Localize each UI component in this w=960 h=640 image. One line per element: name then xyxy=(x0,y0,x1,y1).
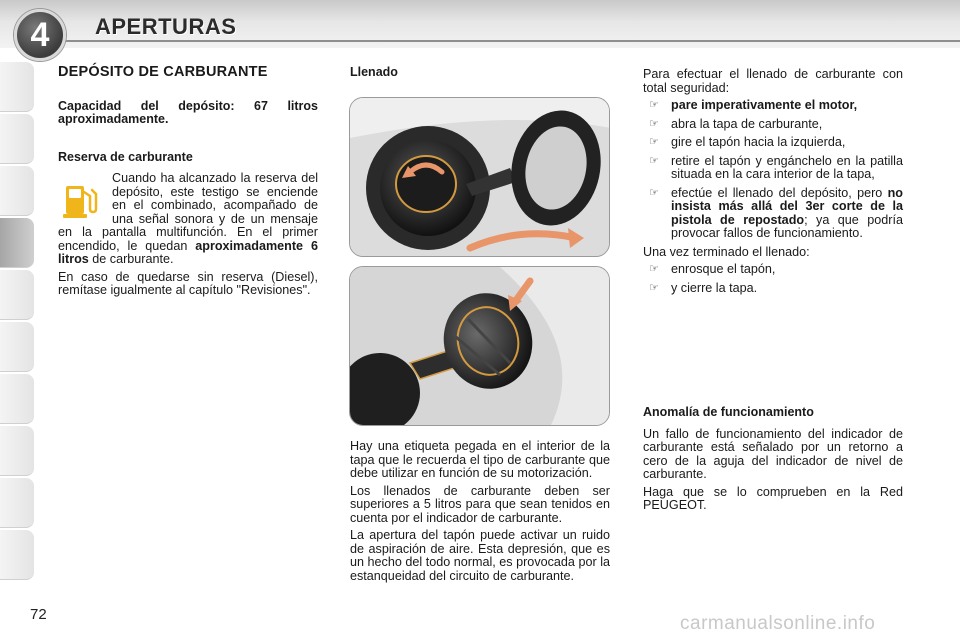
min-fill-note: Los llenados de carburante deben ser superiores a 5 litros para que sean tenidos en cuenta por el indicador de carburante. xyxy=(350,483,610,525)
reserve-block xyxy=(58,172,318,298)
chapter-tabs xyxy=(0,62,34,582)
pointing-hand-icon: ☞ xyxy=(649,281,659,294)
fuel-cap-holder-photo xyxy=(349,266,610,426)
anomaly-contact: Haga que se lo comprueben en la Red PEUGEOT. xyxy=(643,484,903,512)
chapter-title: APERTURAS xyxy=(95,14,237,39)
pointing-hand-icon: ☞ xyxy=(649,186,659,199)
step-item: ☞ abra la tapa de carburante, xyxy=(649,116,823,131)
anomaly-section xyxy=(643,406,903,517)
left-column xyxy=(58,66,318,302)
refuel-heading: Llenado xyxy=(350,65,398,79)
chapter-tab-active[interactable] xyxy=(0,218,34,268)
pointing-hand-icon: ☞ xyxy=(649,136,659,148)
air-noise-note: La apertura del tapón puede activar un ruido de aspiración de aire. Esta depresión, que es un hecho del todo normal, es provocada por la estanqueidad del circuito de carburante. xyxy=(350,528,610,583)
fuel-flap-open-photo xyxy=(349,97,610,257)
chapter-tab[interactable] xyxy=(0,478,34,528)
capacity-text: Capacidad del depósito: 67 litros aproximadamente. xyxy=(58,98,318,126)
anomaly-text: Un fallo de funcionamiento del indicador de carburante está señalado por un retorno a cero de la aguja del indicador de nivel de carburante. xyxy=(643,426,903,481)
header-rule xyxy=(64,40,960,42)
reserve-text: Cuando ha alcanzado la reserva del depósito, este testigo se enciende en el combinado, acompañado de una señal sonora y de un mensaje en la pantalla multifunción. En el primer encendido, le quedan aproximadamente 6 litros de carburante. xyxy=(58,171,318,266)
fuel-cap-illustration xyxy=(350,98,610,257)
label-note: Hay una etiqueta pegada en el interior de la tapa que le recuerda el tipo de carburante que debe utilizar en función de su motorización. xyxy=(350,439,610,480)
chapter-tab[interactable] xyxy=(0,270,34,320)
page-number: 72 xyxy=(30,606,47,623)
chapter-tab[interactable] xyxy=(0,62,34,112)
cap-holder-illustration xyxy=(350,267,610,426)
reserve-note: En caso de quedarse sin reserva (Diesel), remítase igualmente al capítulo "Revisiones". xyxy=(58,269,318,297)
pointing-hand-icon: ☞ xyxy=(649,154,659,167)
right-column xyxy=(643,68,903,300)
chapter-tab[interactable] xyxy=(0,530,34,580)
step-item: ☞ enrosque el tapón, xyxy=(649,262,776,276)
pointing-hand-icon: ☞ xyxy=(649,263,659,275)
chapter-tab[interactable] xyxy=(0,322,34,372)
anomaly-heading: Anomalía de funcionamiento xyxy=(643,405,814,419)
after-refuel-intro: Una vez terminado el llenado: xyxy=(643,244,810,259)
step-item: ☞ efectúe el llenado del depósito, pero no insista más allá del 3er corte de la pistola de repostado; ya que podría provocar fallos de funcionamiento. xyxy=(649,185,903,240)
pointing-hand-icon: ☞ xyxy=(649,99,659,111)
step-item: ☞ gire el tapón hacia la izquierda, xyxy=(649,135,846,149)
step-item: ☞ retire el tapón y engánchelo en la patilla situada en la cara interior de la tapa, xyxy=(649,153,903,181)
chapter-tab[interactable] xyxy=(0,426,34,476)
middle-column-text xyxy=(350,440,610,587)
chapter-tab[interactable] xyxy=(0,374,34,424)
chapter-number-badge: 4 xyxy=(14,9,66,61)
refuel-intro: Para efectuar el llenado de carburante con total seguridad: xyxy=(643,67,903,95)
fuel-pump-icon xyxy=(58,178,102,222)
pointing-hand-icon: ☞ xyxy=(649,117,659,130)
chapter-tab[interactable] xyxy=(0,166,34,216)
after-refuel-steps xyxy=(643,263,903,295)
watermark: carmanualsonline.info xyxy=(680,613,876,634)
chapter-tab[interactable] xyxy=(0,114,34,164)
reserve-heading: Reserva de carburante xyxy=(58,149,193,164)
step-item: ☞ y cierre la tapa. xyxy=(649,280,758,295)
section-title: DEPÓSITO DE CARBURANTE xyxy=(58,64,268,80)
refuel-steps xyxy=(643,99,903,241)
step-item: ☞ pare imperativamente el motor, xyxy=(649,98,858,112)
